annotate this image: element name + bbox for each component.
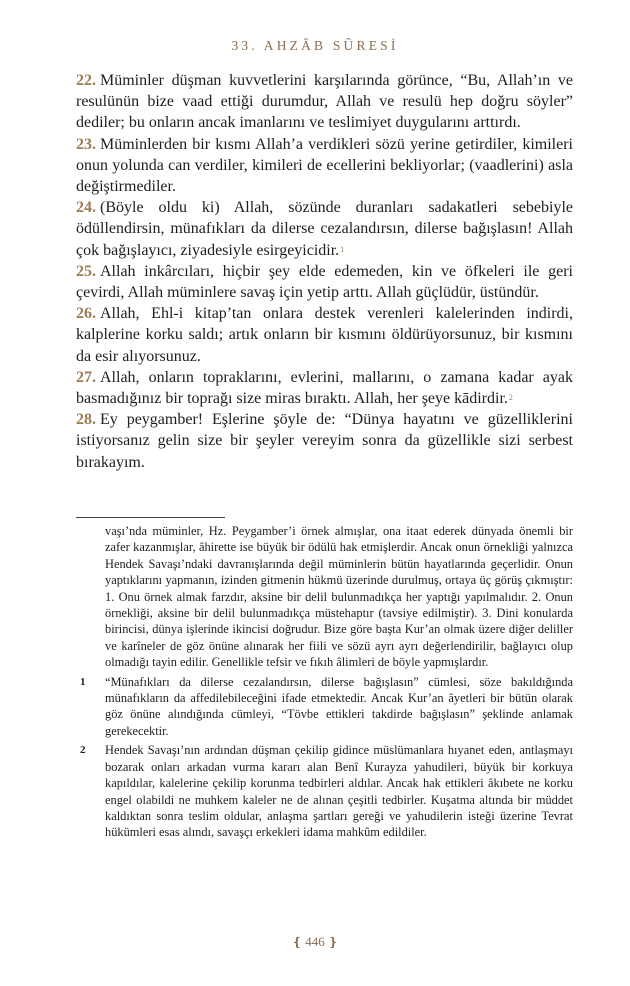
footnote-number: 2: [80, 744, 86, 757]
ornament-right-icon: ❵: [328, 935, 339, 949]
footnote-2: [76, 742, 573, 840]
footnote-continuation: [76, 523, 573, 671]
verse-24: [76, 197, 573, 261]
verse-body: (Böyle oldu ki) Allah, sözünde duranları sadakatleri sebebiyle ödüllendirsin, münafıkları da dilerse cezalandırsın, dilerse bağışlasın! Allah çok bağışlayıcı, ziyadesiyle esirgeyicidir.: [76, 199, 573, 259]
verse-body: Ey peygamber! Eşlerine şöyle de: “Dünya hayatını ve güzelliklerini istiyorsanız gelin size bir şeyler vereyim sonra da güzellikle sizi serbest bırakayım.: [76, 411, 573, 471]
footnote-ref[interactable]: 1: [340, 244, 345, 254]
verse-number: 28.: [76, 411, 96, 429]
verse-text: [76, 70, 573, 473]
verse-number: 23.: [76, 135, 96, 153]
footnote-divider: [76, 517, 225, 518]
verse-number: 24.: [76, 199, 96, 217]
footnote-number: 1: [80, 675, 86, 688]
ornament-left-icon: ❴: [291, 935, 302, 949]
page-number: [0, 934, 630, 950]
verse-body: Allah, Ehl-i kitap’tan onlara destek verenleri kalelerinden indirdi, kalplerine korku saldı; artık onların bir kısmını öldürüyorsunuz, bir kısmını da esir alıyorsunuz.: [76, 305, 573, 365]
footnote-text: Hendek Savaşı’nın ardından düşman çekilip gidince müslümanlara hıyanet eden, antlaşmayı bozarak onları arkadan vurma kararı alan Benî Kurayza yahudileri, büyük bir korkuya kapıldılar, kalelerine çekilip korunma tedbirleri aldılar. Ancak hak ettikleri âkıbete ne korku engel olabildi ne muhkem kaleler ne de alınan çeşitli tedbirler. Kuşatma altında bir müddet kaldıktan sonra teslim oldular, anlaşma şartları gereği ve yahudilerin isteği üzerine Tevrat hükümleri esas alındı, savaşçı erkekleri idama mahkûm edildiler.: [105, 743, 573, 840]
verse-number: 22.: [76, 72, 96, 89]
verse-body: Müminler düşman kuvvetlerini karşılarında görünce, “Bu, Allah’ın ve resulünün bize vaad ettiği durumdur, Allah ve resulü hep doğru söyler” dediler; bu onların ancak imanlarını ve teslimiyet duygularını arttırdı.: [76, 72, 573, 132]
verse-28: [76, 409, 573, 473]
page-number-value: 446: [305, 934, 325, 949]
verse-body: Müminlerden bir kısmı Allah’a verdikleri sözü yerine getirdiler, kimileri onun yolunda can verdiler, kimileri de ecellerini bekliyorlar; (vaadlerini) asla değiştirmediler.: [76, 135, 573, 196]
verse-number: 27.: [76, 368, 96, 386]
running-header: 33. AHZÂB SÛRESİ: [231, 38, 399, 53]
footnote-text: vaşı’nda müminler, Hz. Peygamber’i örnek almışlar, ona itaat ederek dünyada önemli bir zafer kazanmışlar, âhirette ise büyük bir ödülü hak etmişlerdir. Ancak onun örnekliği yalnızca Hendek Savaşı’ndaki davranışlarında değil müminlerin bütün hayatlarında geçerlidir. Onun yaptıklarını yapmanın, izinden gitmenin hükmü üzerinde durulmuş, ortaya üç görüş çıkmıştır: 1. Onu örnek almak farzdır, aksine bir delil bulunmadıkça her yaptığı yapılmalıdır. 2. Onun örnekliği, aksine bir delil bulunmadıkça müstehaptır (tavsiye edilmiştir). 3. Dini konularda birincisi, dünya işlerinde ikincisi doğrudur. Bize göre başta Kur’an olmak üzere diğer deliller ve karîneler de göz önüne alınarak her fiili ve sözü ayrı ayrı değerlendirilir, bağlayıcı olup olmadığı tayin edilir. Genellikle tefsir ve fıkıh âlimleri de böyle yapmışlardır.: [105, 524, 573, 670]
verse-body: Allah, onların topraklarını, evlerini, mallarını, o zamana kadar ayak basmadığınız bir toprağı size miras bıraktı. Allah, her şeye kādirdir.: [76, 368, 573, 408]
footnotes: [76, 523, 573, 844]
footnote-1: [76, 674, 573, 740]
verse-25: [76, 261, 573, 303]
verse-number: 25.: [76, 262, 96, 280]
verse-23: [76, 134, 573, 198]
footnote-ref[interactable]: 2: [508, 393, 513, 403]
footnote-text: “Münafıkları da dilerse cezalandırsın, dilerse bağışlasın” cümlesi, söze bakıldığında münafıkların da affedilebileceğini ifade etmektedir. Ancak Kur’an âyetleri bir bütün olarak göz önüne alındığında cümleyi, “Tövbe ettikleri takdirde bağışlasın” şeklinde anlamak gerekecektir.: [105, 674, 573, 738]
verse-number: 26.: [76, 305, 96, 323]
verse-22: [76, 70, 573, 134]
verse-27: [76, 367, 573, 409]
verse-26: [76, 303, 573, 367]
verse-body: Allah inkârcıları, hiçbir şey elde edemeden, kin ve öfkeleri ile geri çevirdi, Allah müminlere savaş için yetip arttı. Allah güçlüdür, üstündür.: [76, 262, 573, 302]
